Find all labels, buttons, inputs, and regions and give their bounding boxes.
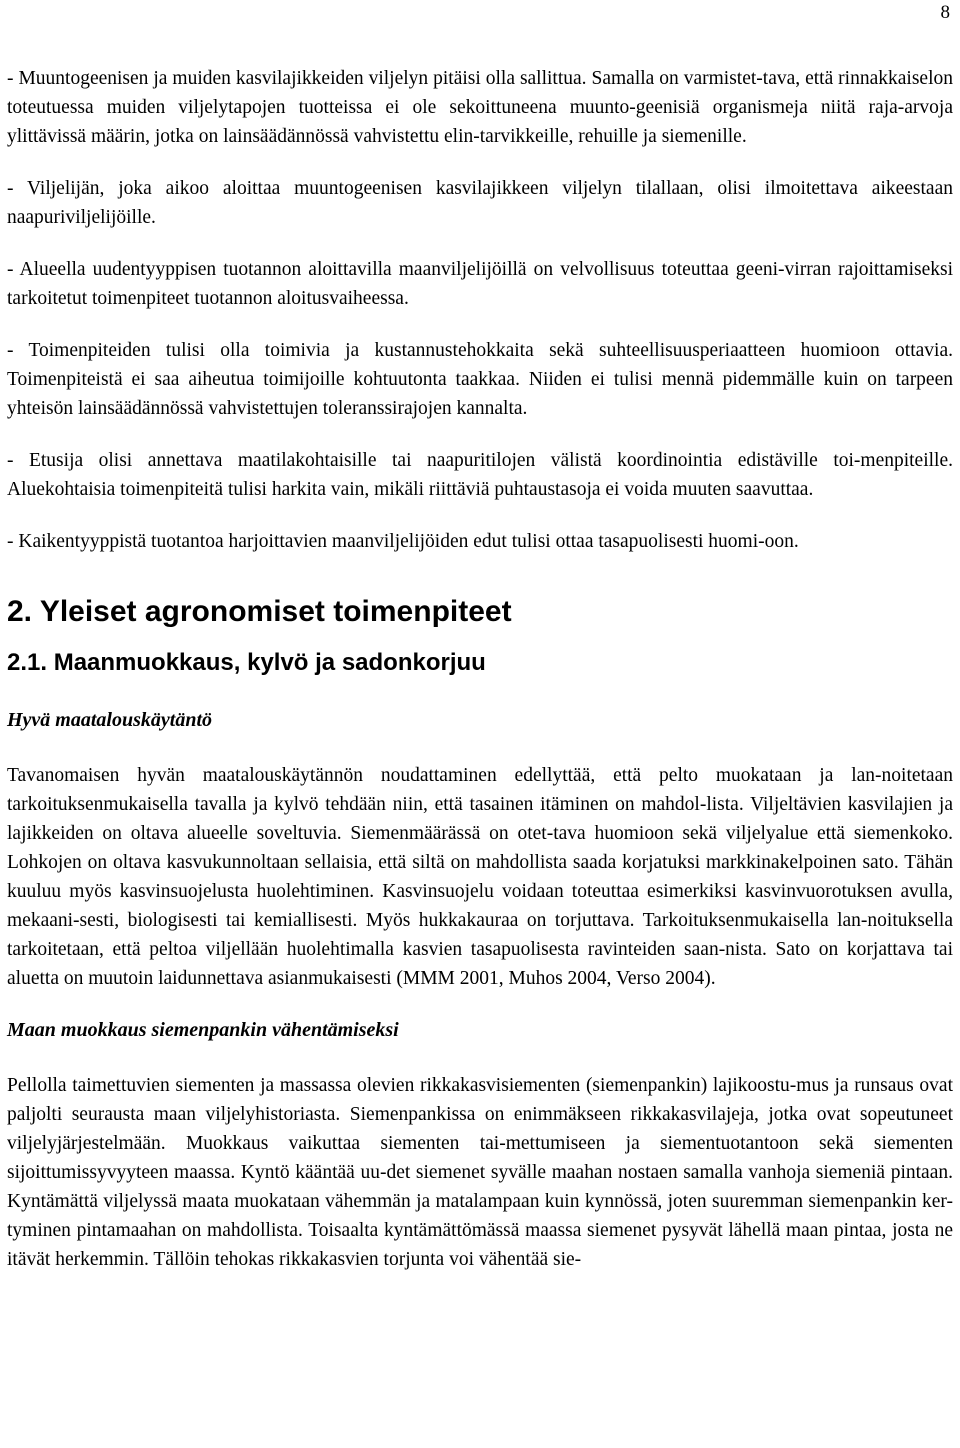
topic-paragraph-seed-bank: Pellolla taimettuvien siementen ja massassa olevien rikkakasvisiementen (siemenpankin) lajikoostu-mus ja runsaus ovat paljolti seurausta maan viljelyhistoriasta. Siemenpankissa on enimmäkseen rikkakasvilajeja, jotka ovat sopeutuneet viljelyjärjestelmään. Muokkaus vaikuttaa siementen tai-mettumiseen ja siementuotantoon sekä siementen sijoittumissyvyyteen maassa. Kyntö kääntää uu-det siemenet syvälle maahan nostaen samalla vanhoja siemeniä pintaan. Kyntämättä viljelyssä maata muokataan vähemmän ja matalampaan kuin kynnössä, joten suuremman siemenpankin ker-tyminen pintamaahan on mahdollista. Toisaalta kyntämättömässä maassa siemenet pysyvät lähellä maan pintaa, josta ne itävät herkemmin. Tällöin tehokas rikkakasvien torjunta voi vähentää sie- [7, 1075, 953, 1270]
bullet-paragraph-1: - Muuntogeenisen ja muiden kasvilajikkeiden viljelyn pitäisi olla sallittua. Samalla on varmistet-tava, että rinnakkaiselon toteutuessa muiden viljelytapojen tuotteissa ei ole sekoittuneena muunto-geenisiä organismeja niitä raja-arvoja ylittävissä määrin, jotka on lainsäädännössä vahvistettu elin-tarvikkeille, rehuille ja siemenille. [7, 68, 953, 147]
bullet-paragraph-4: - Toimenpiteiden tulisi olla toimivia ja kustannustehokkaita sekä suhteellisuusperiaatteen huomioon ottavia. Toimenpiteistä ei saa aiheutua toimijoille kohtuutonta taakkaa. Niiden ei tulisi mennä pidemmälle kuin on tarpeen yhteisön lainsäädännössä vahvistettujen toleranssirajojen kannalta. [7, 340, 953, 419]
bullet-paragraph-2: - Viljelijän, joka aikoo aloittaa muuntogeenisen kasvilajikkeen viljelyn tilallaan, olisi ilmoitettava aikeestaan naapuriviljelijöille. [7, 178, 953, 228]
page-number: 8 [940, 2, 950, 23]
subsection-heading: 2.1. Maanmuokkaus, kylvö ja sadonkorjuu [7, 649, 486, 676]
document-body [7, 64, 953, 1297]
topic-paragraph-good-practice: Tavanomaisen hyvän maatalouskäytännön noudattaminen edellyttää, että pelto muokataan ja lan-noitetaan tarkoituksenmukaisella tavalla ja kylvö tehdään niin, että tasainen itäminen on mahdol-lista. Viljeltävien kasvilajien ja lajikkeiden on oltava alueelle soveltuvia. Siemenmäärässä on otet-tava huomioon sekä viljelyalue että siemenkoko. Lohkojen on oltava kasvukunnoltaan sellaisia, että siltä on mahdollista saada korjatuksi markkinakelpoinen sato. Tähän kuuluu myös kasvinsuojelusta huolehtiminen. Kasvinsuojelu voidaan toteuttaa esimerkiksi kasvinvuorotuksen avulla, mekaani-sesti, biologisesti tai kemiallisesti. Myös hukkakauraa on torjuttava. Tarkoituksenmukaisella lan-noituksella tarkoitetaan, että peltoa viljellään huolehtimalla kasvien tasapuolisesta ravinteiden saan-nista. Sato on korjattava tai aluetta on muutoin laidunnettava asianmukaisesti (MMM 2001, Muhos 2004, Verso 2004). [7, 765, 953, 989]
bullet-paragraph-3: - Alueella uudentyyppisen tuotannon aloittavilla maanviljelijöillä on velvollisuus toteuttaa geeni-virran rajoittamiseksi tarkoitetut toimenpiteet tuotannon aloitusvaiheessa. [7, 259, 953, 309]
section-heading: 2. Yleiset agronomiset toimenpiteet [7, 595, 512, 628]
topic-heading-good-practice: Hyvä maatalouskäytäntö [7, 709, 212, 731]
bullet-paragraph-5: - Etusija olisi annettava maatilakohtaisille tai naapuritilojen välistä koordinointia edistäville toi-menpiteille. Aluekohtaisia toimenpiteitä tulisi harkita vain, mikäli riittäviä puhtaustasoja ei voida muuten saavuttaa. [7, 450, 953, 500]
topic-heading-seed-bank: Maan muokkaus siemenpankin vähentämiseksi [7, 1019, 399, 1041]
bullet-paragraph-6: - Kaikentyyppistä tuotantoa harjoittavien maanviljelijöiden edut tulisi ottaa tasapuolisesti huomi-oon. [7, 531, 799, 552]
